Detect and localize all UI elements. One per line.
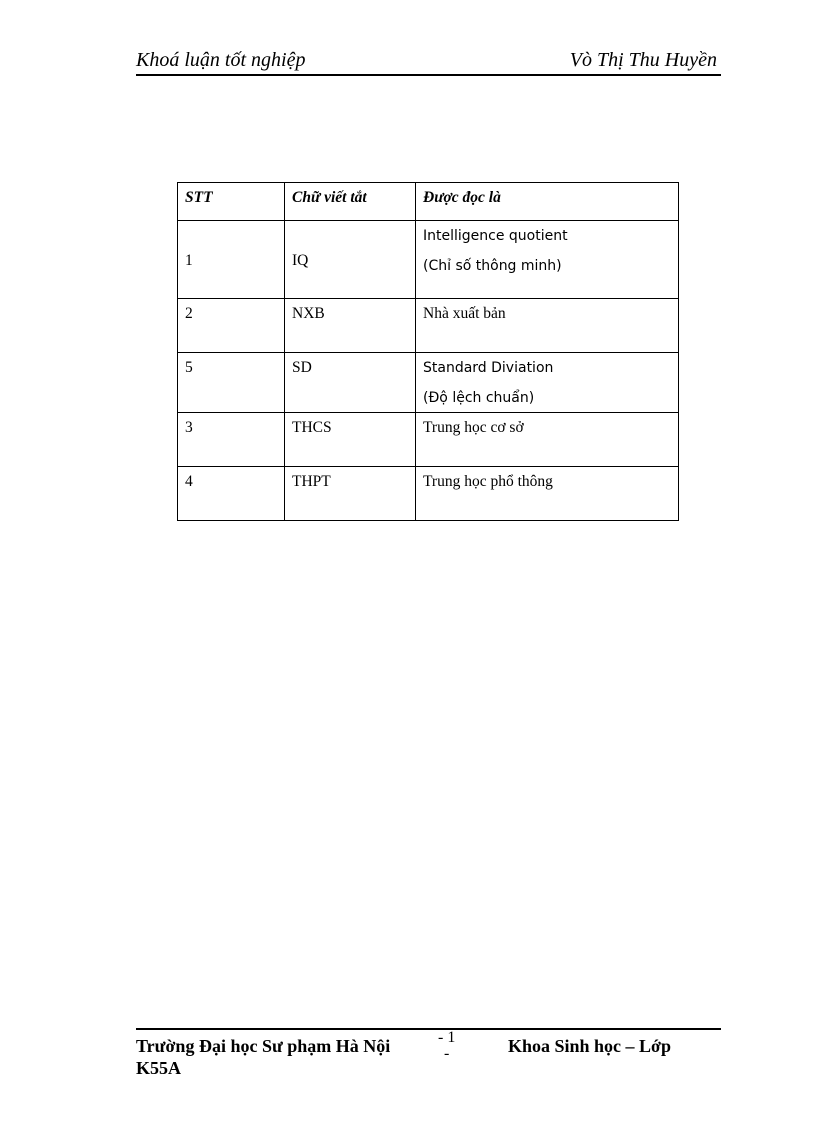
footer-class-line: K55A: [136, 1058, 181, 1078]
row-meaning: Trung học phổ thông: [416, 467, 679, 521]
table-row: [178, 299, 679, 353]
page-header: [136, 48, 721, 76]
table-row: [178, 221, 679, 299]
meaning-line: (Chỉ số thông minh): [423, 258, 562, 274]
row-meaning: [416, 221, 679, 299]
table-header-row: [178, 183, 679, 221]
row-stt: 5: [178, 353, 285, 413]
row-meaning: Nhà xuất bản: [416, 299, 679, 353]
page-number-value: - 1: [438, 1029, 456, 1046]
page-number-dash: -: [444, 1045, 450, 1062]
footer-university-line: Trường Đại học Sư phạm Hà Nội: [136, 1036, 391, 1056]
header-author-name: Vò Thị Thu Huyền: [569, 49, 717, 71]
page-number: [438, 1030, 455, 1062]
table-row: [178, 413, 679, 467]
row-meaning: Trung học cơ sở: [416, 413, 679, 467]
row-abbreviation: THCS: [285, 413, 416, 467]
meaning-line: (Độ lệch chuẩn): [423, 390, 535, 406]
header-meaning: Được đọc là: [416, 183, 679, 221]
row-abbreviation: SD: [285, 353, 416, 413]
abbreviation-table: [177, 182, 679, 521]
footer-university: [136, 1035, 416, 1079]
meaning-line: Intelligence quotient: [423, 228, 568, 244]
header-abbreviation: Chữ viết tắt: [285, 183, 416, 221]
page-footer: [136, 1028, 721, 1090]
meaning-line: Standard Diviation: [423, 360, 554, 376]
header-thesis-title: Khoá luận tốt nghiệp: [136, 49, 306, 71]
table-row: [178, 353, 679, 413]
row-meaning: [416, 353, 679, 413]
row-stt: 4: [178, 467, 285, 521]
footer-faculty: Khoa Sinh học – Lớp: [508, 1036, 672, 1056]
row-stt: 3: [178, 413, 285, 467]
row-stt: 2: [178, 299, 285, 353]
table-row: [178, 467, 679, 521]
row-abbreviation: NXB: [285, 299, 416, 353]
row-abbreviation: THPT: [285, 467, 416, 521]
header-stt: STT: [178, 183, 285, 221]
row-stt: 1: [178, 221, 285, 299]
row-abbreviation: IQ: [285, 221, 416, 299]
